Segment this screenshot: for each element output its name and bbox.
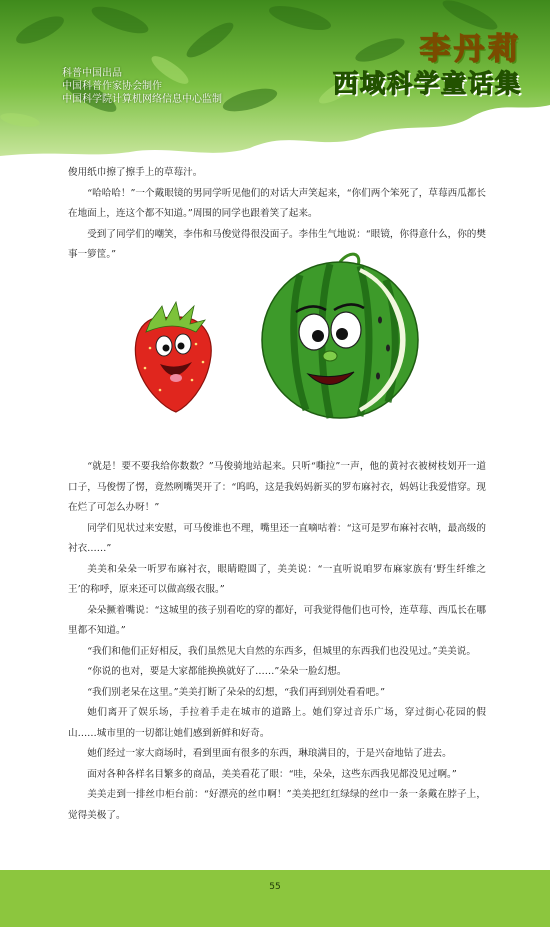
page-header (0, 0, 550, 160)
publisher-line: 中国科学院计算机网络信息中心监制 (62, 94, 222, 105)
watermelon-character-icon (262, 254, 418, 418)
publisher-credits (62, 67, 222, 106)
paragraph: “哈哈哈！”一个戴眼镜的男同学听见他们的对话大声笑起来，“你们两个笨死了，草莓西瓜都长在地面上，连这个都不知道。”周围的同学也跟着笑了起来。 (68, 187, 486, 219)
series-title: 西域科学童话集 (332, 69, 522, 98)
paragraph: “就是！要不要我给你数数？”马俊骑地站起来。只听“嘶拉”一声，他的黄衬衣被树枝划开一道口子，马俊愣了愣，竟然咧嘴哭开了：“呜呜，这是我妈妈新买的罗布麻衬衣，妈妈让我爱惜穿。现在烂了可怎么办呀！” (68, 461, 486, 513)
paragraph: 美美和朵朵一听罗布麻衬衣，眼睛瞪圆了，美美说：“一直听说咱罗布麻家族有‘野生纤维之王’的称呼，原来还可以做高级衣服。” (68, 563, 486, 595)
paragraph: 美美走到一排丝巾柜台前：“好漂亮的丝巾啊！”美美把红红绿绿的丝巾一条一条戴在脖子上，觉得美极了。 (68, 789, 486, 821)
paragraph: 她们离开了娱乐场，手拉着手走在城市的道路上。她们穿过音乐广场，穿过街心花园的假山……城市里的一切都让她们感到新鲜和好奇。 (68, 707, 486, 739)
paragraph: 俊用纸巾擦了擦手上的草莓汁。 (68, 167, 203, 178)
illustration (0, 240, 550, 460)
paragraph: “你说的也对，要是大家都能换换就好了……”朵朵一脸幻想。 (87, 666, 347, 677)
paragraph: 朵朵撅着嘴说：“这城里的孩子别看吃的穿的都好，可我觉得他们也可怜，连草莓、西瓜长在哪里都不知道。” (68, 604, 486, 636)
paragraph: 她们经过一家大商场时，看到里面有很多的东西，琳琅满目的，于是兴奋地钻了进去。 (87, 748, 452, 759)
paragraph: 面对各种各样名目繁多的商品，美美看花了眼：“哇，朵朵，这些东西我见都没见过啊。” (87, 768, 457, 780)
publisher-line: 科普中国出品 (62, 68, 122, 79)
strawberry-character-icon (135, 302, 211, 412)
paragraph: “我们和他们正好相反，我们虽然见大自然的东西多，但城里的东西我们也没见过。”美美说。 (87, 645, 476, 657)
paragraph: 受到了同学们的嘲笑，李伟和马俊觉得很没面子。李伟生气地说：“眼镜，你得意什么，你的樊事一箩筐。” (68, 228, 486, 260)
page-footer (0, 870, 550, 927)
series-title-logo (333, 32, 522, 100)
publisher-line: 中国科普作家协会制作 (62, 81, 162, 92)
series-author: 李丹莉 (420, 32, 522, 67)
page-number: 55 (269, 882, 281, 892)
paragraph: “我们别老呆在这里。”美美打断了朵朵的幻想，“我们再到别处看看吧。” (87, 686, 386, 698)
paragraph: 同学们见状过来安慰，可马俊谁也不理，嘴里还一直嘀咕着：“这可是罗布麻衬衣呐，最高级的衬衣……” (68, 522, 486, 554)
story-text-bottom (68, 457, 486, 826)
